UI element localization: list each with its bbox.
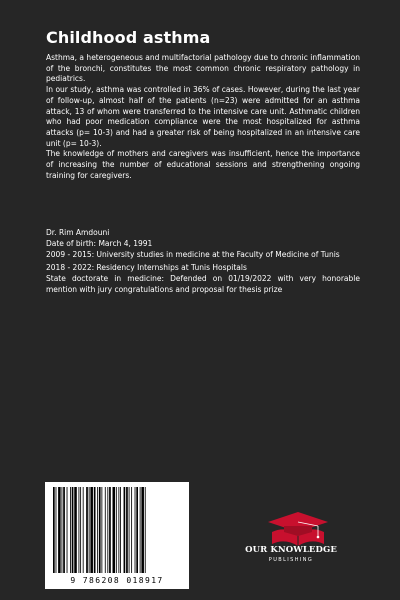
author-birthdate: Date of birth: March 4, 1991	[46, 239, 153, 248]
blurb-paragraph: Asthma, a heterogeneous and multifactorial pathology due to chronic inflammation of the bronchi, constitutes the most common chronic respiratory pathology in pediatrics.	[46, 53, 360, 84]
author-doctorate: State doctorate in medicine: Defended on 01/19/2022 with very honorable mention with jury congratulations and proposal for thesis prize	[46, 274, 360, 294]
author-bio	[46, 227, 360, 295]
author-residency: 2018 - 2022: Residency Internships at Tunis Hospitals	[46, 263, 247, 272]
barcode-bars	[50, 487, 184, 575]
book-title: Childhood asthma	[46, 28, 211, 47]
publisher-name: OUR KNOWLEDGE	[245, 545, 337, 555]
blurb-paragraph: In our study, asthma was controlled in 36% of cases. However, during the last year of follow-up, almost half of the patients (n=23) were admitted for an asthma attack, 13 of whom were transferred to the intensive care unit. Asthmatic children who had poor medication compliance were the most hospitalized for asthma attacks (p= 10-3) and had a greater risk of being hospitalized in an intensive care unit (p= 10-3).	[46, 85, 360, 148]
blurb-paragraph: The knowledge of mothers and caregivers was insufficient, hence the importance of increasing the number of educational sessions and strengthening ongoing training for caregivers.	[46, 149, 360, 180]
author-name: Dr. Rim Amdouni	[46, 228, 110, 237]
publisher-tagline: PUBLISHING	[268, 557, 314, 563]
blurb	[46, 53, 360, 181]
isbn-barcode	[45, 482, 189, 589]
isbn-number: 9 786208 018917	[70, 576, 164, 585]
author-education: 2009 - 2015: University studies in medicine at the Faculty of Medicine of Tunis	[46, 250, 340, 259]
